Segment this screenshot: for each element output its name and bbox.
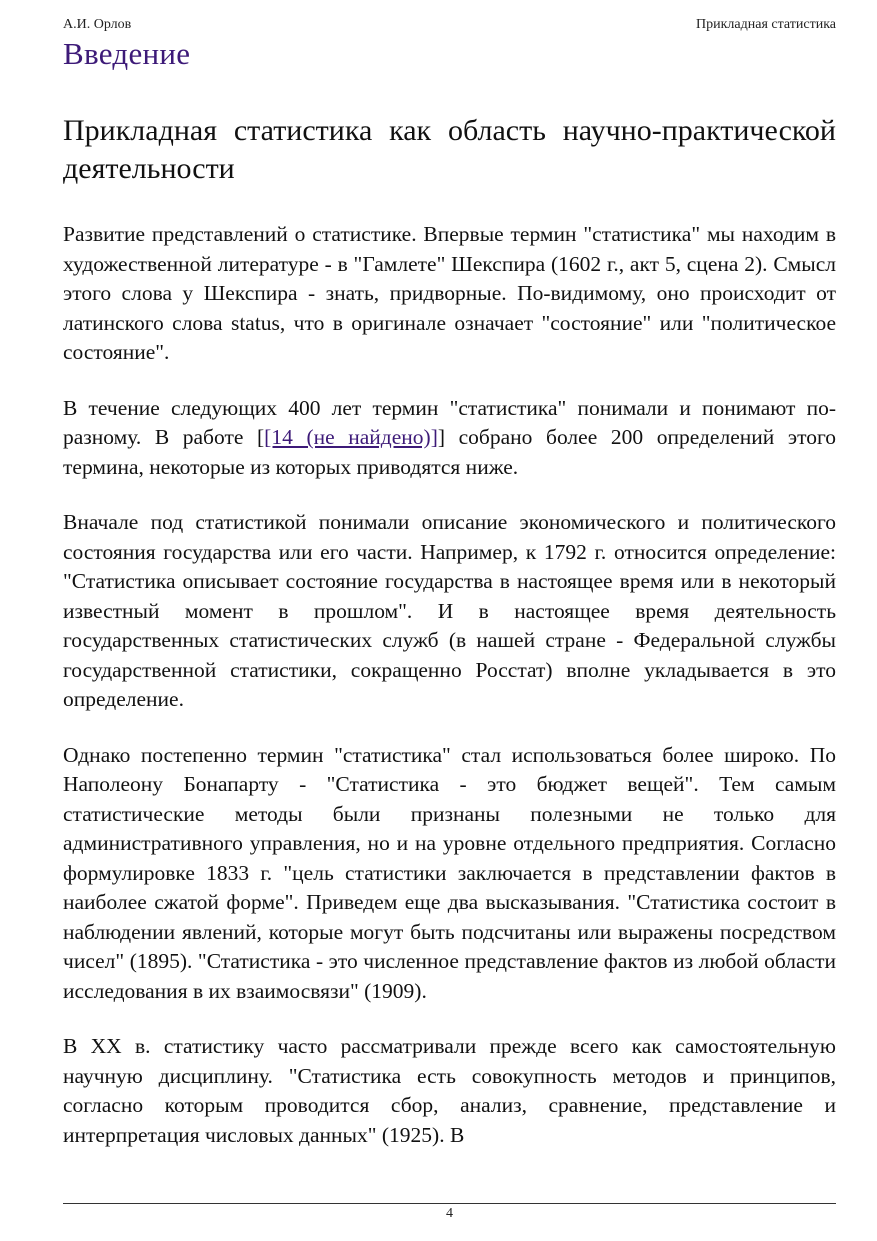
header-author: А.И. Орлов — [63, 17, 132, 32]
paragraph-2-after: ] собрано более 200 определений этого термина, некоторые из которых приводятся ниже. — [63, 425, 836, 479]
paragraph-2 — [63, 394, 836, 483]
paragraph-4: Однако постепенно термин "статистика" стал использоваться более широко. По Наполеону Бонапарту - "Статистика - это бюджет вещей". Тем самым статистические методы были признаны полезными не только для административного управления, но и на уровне отдельного предприятия. Согласно формулировке 1833 г. "цель статистики заключается в представлении фактов в наиболее сжатой форме". Приведем еще два высказывания. "Статистика состоит в наблюдении явлений, которые могут быть подсчитаны или выражены посредством чисел" (1895). "Статистика - это численное представление фактов из любой области исследования в их взаимосвязи" (1909). — [63, 742, 836, 1003]
running-header — [63, 17, 836, 33]
paragraph-5: В XX в. статистику часто рассматривали прежде всего как самостоятельную научную дисциплину. "Статистика есть совокупность методов и принципов, согласно которым проводится сбор, анализ, сравнение, представление и интерпретация числовых данных" (1925). В — [63, 1034, 836, 1147]
chapter-title: Введение — [63, 36, 191, 71]
paragraph-2-before: В течение следующих 400 лет термин "статистика" понимали и понимают по-разному. В работе [ — [63, 395, 836, 449]
body-text — [63, 220, 836, 1176]
reference-link[interactable]: [14 (не найдено)] — [264, 425, 438, 449]
section-title: Прикладная статистика как область научно-практической деятельности — [63, 114, 836, 185]
paragraph-3: Вначале под статистикой понимали описание экономического и политического состояния государства или его части. Например, к 1792 г. относится определение: "Статистика описывает состояние государства в настоящее время или в некоторый известный момент в прошлом". И в настоящее время деятельность государственных статистических служб (в нашей стране - Федеральной службы государственной статистики, сокращенно Росстат) вполне укладывается в это определение. — [63, 510, 836, 711]
footer-divider — [63, 1203, 836, 1204]
header-book-title: Прикладная статистика — [696, 17, 836, 32]
page-number: 4 — [446, 1206, 453, 1221]
paragraph-1: Развитие представлений о статистике. Впервые термин "статистика" мы находим в художественной литературе - в "Гамлете" Шекспира (1602 г., акт 5, сцена 2). Смысл этого слова у Шекспира - знать, придворные. По-видимому, оно происходит от латинского слова status, что в оригинале означает "состояние" или "политическое состояние". — [63, 222, 836, 364]
